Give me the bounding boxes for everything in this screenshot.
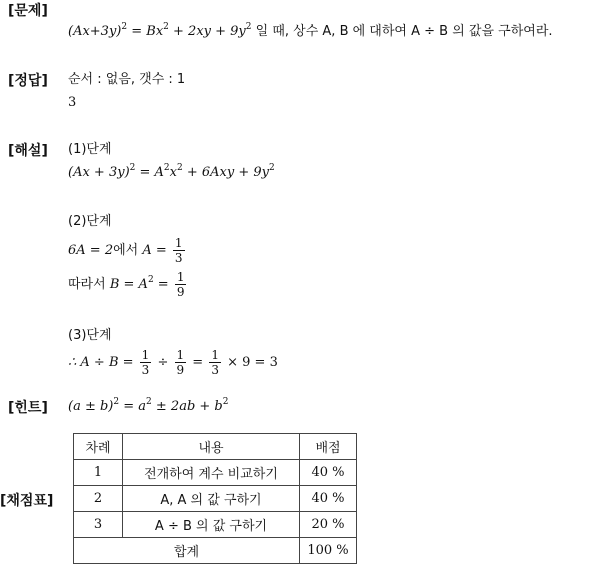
step1-equation: $(Ax + 3y)^2 = A^2x^2 + 6Axy + 9y^2$	[68, 163, 275, 180]
rubric-table	[73, 433, 357, 564]
table-row: 3 A ÷ B 의 값 구하기 20 %	[74, 512, 357, 538]
step2-line1: 6A = 2에서 A = $\frac{1}{3}$	[68, 236, 183, 265]
step3-title: (3)단계	[68, 328, 112, 343]
step1-title: (1)단계	[68, 142, 112, 157]
solution-label: [해설]	[8, 143, 48, 159]
table-row: 2 A, A 의 값 구하기 40 %	[74, 486, 357, 512]
header-content: 내용	[123, 434, 300, 460]
step2-line2: 따라서 $B = A^2$ = $\frac{1}{9}$	[68, 270, 185, 299]
header-score: 배점	[300, 434, 357, 460]
problem-text: $(Ax+3y)^2 = Bx^2 + 2xy + 9y^2$ 일 때, 상수 A, B 에 대하여 A ÷ B 의 값을 구하여라.	[68, 22, 553, 39]
total-value: 100 %	[300, 538, 357, 564]
step2-title: (2)단계	[68, 214, 112, 229]
table-total-row	[74, 538, 357, 564]
answer-meta: 순서 : 없음, 갯수 : 1	[68, 72, 186, 87]
total-label: 합계	[74, 538, 300, 564]
answer-label: [정답]	[8, 73, 48, 89]
problem-label: [문제]	[8, 3, 48, 19]
table-header-row	[74, 434, 357, 460]
rubric-label: [채점표]	[0, 493, 54, 509]
step3-equation: ∴ A ÷ B = $\frac{1}{3}$ ÷ $\frac{1}{9}$ = $\frac{1}{3}$ × 9 = 3	[68, 348, 278, 377]
answer-value: 3	[68, 95, 77, 110]
header-order: 차례	[74, 434, 123, 460]
table-row: 1 전개하여 계수 비교하기 40 %	[74, 460, 357, 486]
hint-label: [힌트]	[8, 400, 48, 416]
hint-text: $(a \pm b)^2 = a^2 \pm 2ab + b^2$	[68, 397, 229, 414]
